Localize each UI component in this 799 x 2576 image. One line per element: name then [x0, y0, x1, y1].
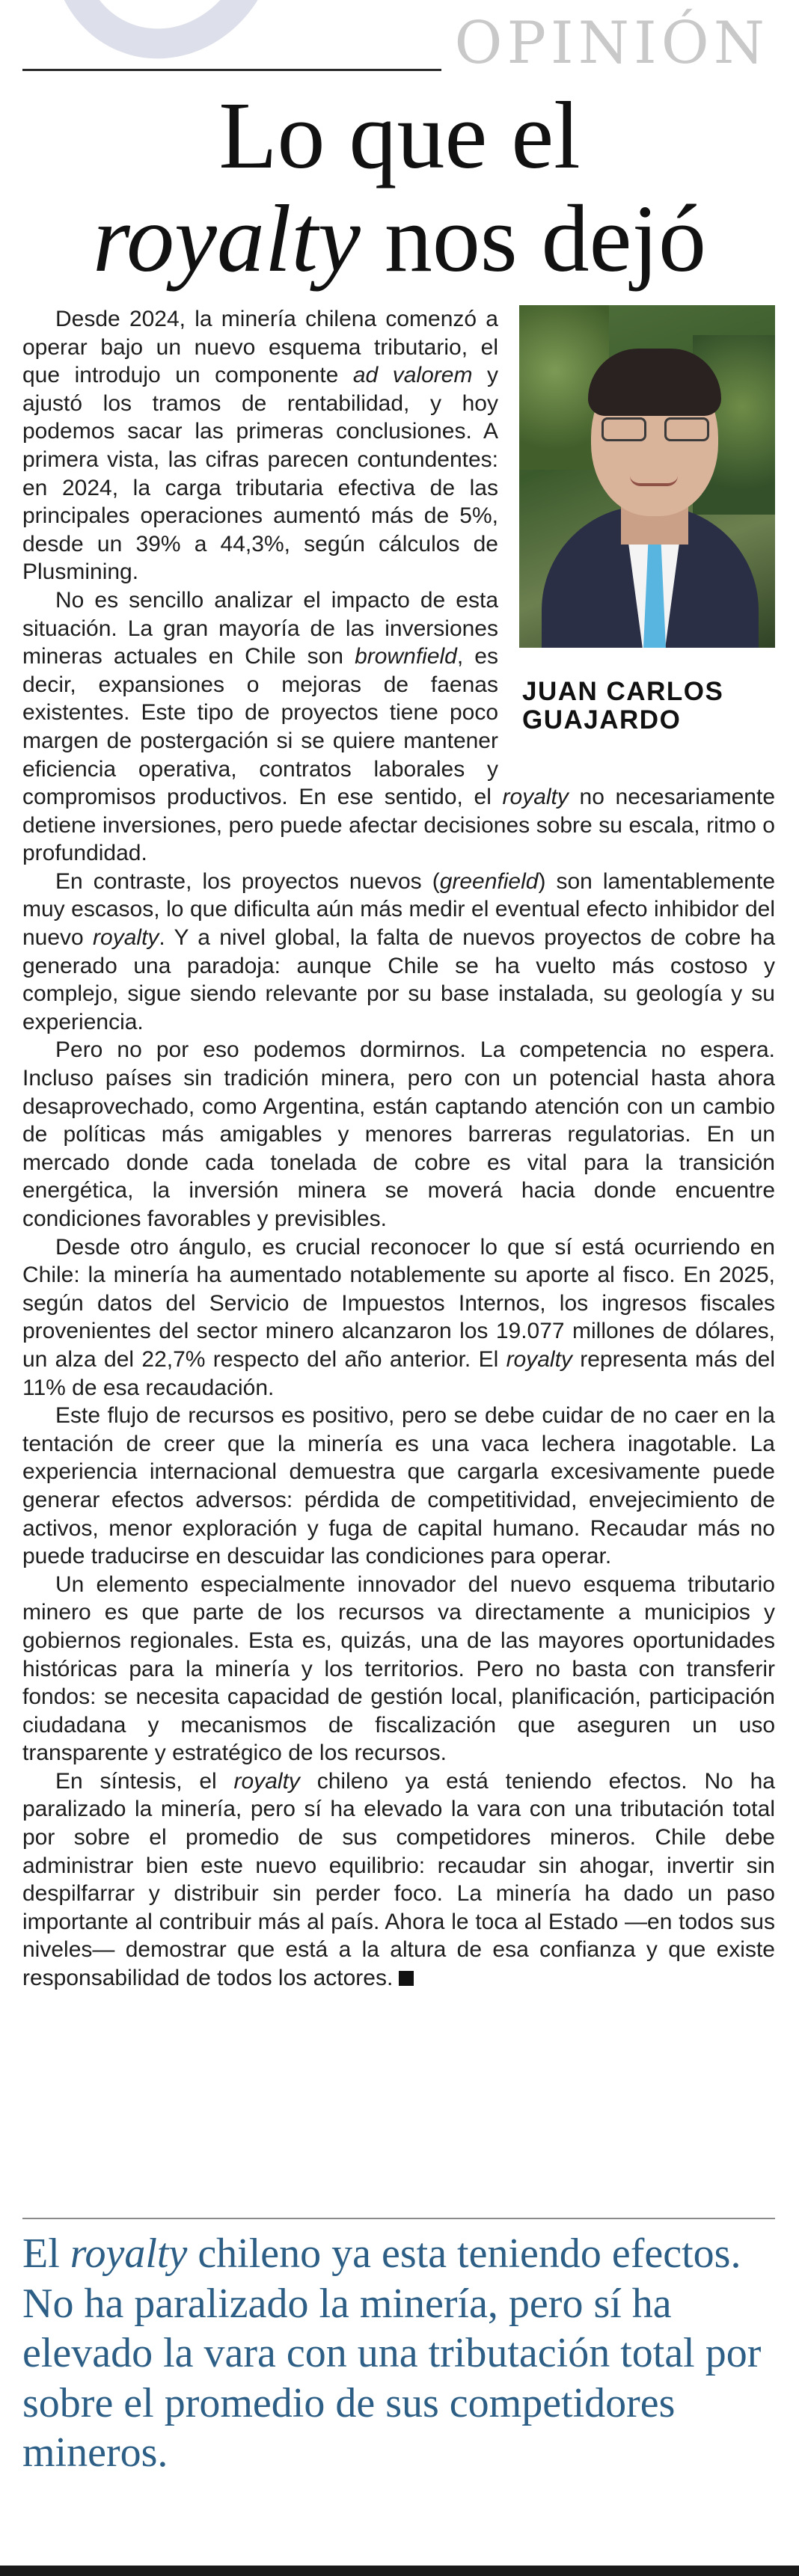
text-run: Pero no por eso podemos dormirnos. La competencia no espera. Incluso países sin tradición minera, pero con un potencial hasta ahora desaprovechado, como Argentina, están captando atención con un cambio de políticas más amigables y menores barreras regulatorias. En un mercado donde cada tonelada de cobre es vital para la transición energética, la inversión minera se moverá hacia donde encuentre condiciones favorables y previsibles. [22, 1037, 775, 1231]
text-run: Un elemento especialmente innovador del nuevo esquema tributario minero es que parte de los recursos va directamente a municipios y gobiernos regionales. Esta es, quizás, una de las mayores oportunidades históricas para la minería y los territorios. Pero no basta con transferir fondos: se necesita capacidad de gestión local, planificación, participación ciudadana y mecanismos de fiscalización que aseguren un uso transparente y estratégico de los recursos. [22, 1571, 775, 1766]
text-run: no necesariamente detiene inversiones, pero puede afectar decisiones sobre su escala, ritmo o profundidad. [22, 785, 775, 866]
article-paragraph [22, 1233, 775, 1402]
text-run: En síntesis, el [55, 1768, 234, 1794]
headline-line1: Lo que el [218, 82, 581, 188]
author-name-line1: JUAN CARLOS [522, 677, 724, 706]
text-run: Desde otro ángulo, es crucial reconocer lo que sí está ocurriendo en Chile: la minería ha aumentado notablemente su aporte al fisco. En 2025, según datos del Servicio de Impuestos Internos, los ingresos fiscales provenientes del sector minero alcanzaron los 19.077 millones de dólares, un alza del 22,7% respecto del año anterior. El [22, 1234, 775, 1372]
headline-italic-word: royalty [93, 185, 361, 292]
italic-term: greenfield [439, 868, 539, 894]
pull-quote [22, 2229, 778, 2478]
italic-term: royalty [233, 1768, 300, 1794]
article-body [22, 305, 775, 1993]
section-ghost-arc [17, 0, 313, 91]
text-run: y ajustó los tramos de rentabilidad, y hoy podemos sacar las primeras conclusiones. A primera vista, las cifras parecen contundentes: en 2024, la carga tributaria efectiva de las principales operaciones aumentó más de 5%, desde un 39% a 44,3%, según cálculos de Plusmining. [22, 363, 498, 585]
text-run: ) son lamentablemente muy escasos, lo que dificulta aún más medir el eventual efecto inhibidor del nuevo [22, 868, 775, 951]
italic-term: royalty [93, 925, 159, 951]
text-run: . Y a nivel global, la falta de nuevos proyectos de cobre ha generado una paradoja: aunque Chile se ha vuelto más costoso y complejo, sigue siendo relevante por su base instalada, su geología y su experiencia. [22, 925, 776, 1034]
author-photo [519, 305, 775, 648]
text-run: Este flujo de recursos es positivo, pero se debe cuidar de no caer en la tentación de creer que la minería es una vaca lechera inagotable. La experiencia internacional demuestra que cargarla excesivamente puede generar efectos adversos: pérdida de competitividad, envejecimiento de activos, menor exploración y fuga de capital humano. Recaudar más no puede traducirse en descuidar las condiciones para operar. [22, 1403, 775, 1569]
italic-term: ad valorem [352, 363, 473, 388]
text-run: representa más del 11% de esa recaudación. [22, 1346, 775, 1400]
article-paragraph [22, 868, 775, 1037]
pull-quote-rule [22, 2218, 775, 2219]
text-run: Desde 2024, la minería chilena comenzó a operar bajo un nuevo esquema tributario, el que introdujo un componente [22, 307, 498, 388]
article-paragraph [22, 1402, 775, 1571]
headline-line2-rest: nos dejó [360, 185, 706, 292]
end-mark-icon [399, 1971, 414, 1986]
article-paragraph-final [22, 1767, 775, 1993]
photo-mouth [630, 476, 678, 486]
text-run: En contraste, los proyectos nuevos ( [55, 868, 440, 894]
section-label: OPINIÓN [441, 13, 770, 73]
bottom-bar [0, 2566, 799, 2576]
pull-quote-lead: El [22, 2230, 70, 2277]
italic-term: royalty [502, 785, 569, 810]
text-run: chileno ya está teniendo efectos. No ha paralizado la minería, pero sí ha elevado la vara con una tributación total por sobre el promedio de sus competidores mineros. Chile debe administrar bien este nuevo equilibrio: recaudar sin ahogar, invertir sin despilfarrar y distribuir sin perder foco. La minería ha dado un paso importante al contribuir más al país. Ahora le toca al Estado —en todos sus niveles— demostrar que está a la altura de esa confianza y que existe responsabilidad de todos los actores. [22, 1768, 775, 1991]
text-run: No es sencillo analizar el impacto de esta situación. La gran mayoría de las inversiones mineras actuales en Chile son [22, 587, 498, 669]
pull-quote-text: chileno ya esta teniendo efectos. No ha paralizado la minería, pero sí ha elevado la vara con una tributación total por sobre el promedio de sus competidores mineros. [22, 2230, 762, 2476]
italic-term: brownfield [355, 644, 457, 669]
italic-term: royalty [506, 1346, 572, 1372]
text-run: , es decir, expansiones o mejoras de faenas existentes. Este tipo de proyectos tiene poco margen de postergación si se quiere mantener eficiencia operativa, contratos laborales y compromisos productivos. En ese sentido, el [22, 644, 503, 810]
author-name [522, 678, 775, 735]
article-paragraph [22, 1036, 775, 1233]
article-paragraph [22, 1571, 775, 1767]
photo-glasses [601, 417, 709, 443]
photo-hair [588, 349, 721, 416]
author-name-line2: GUAJARDO [522, 705, 682, 735]
author-box [519, 305, 775, 758]
pull-quote-italic: royalty [70, 2230, 188, 2277]
headline [0, 84, 799, 290]
